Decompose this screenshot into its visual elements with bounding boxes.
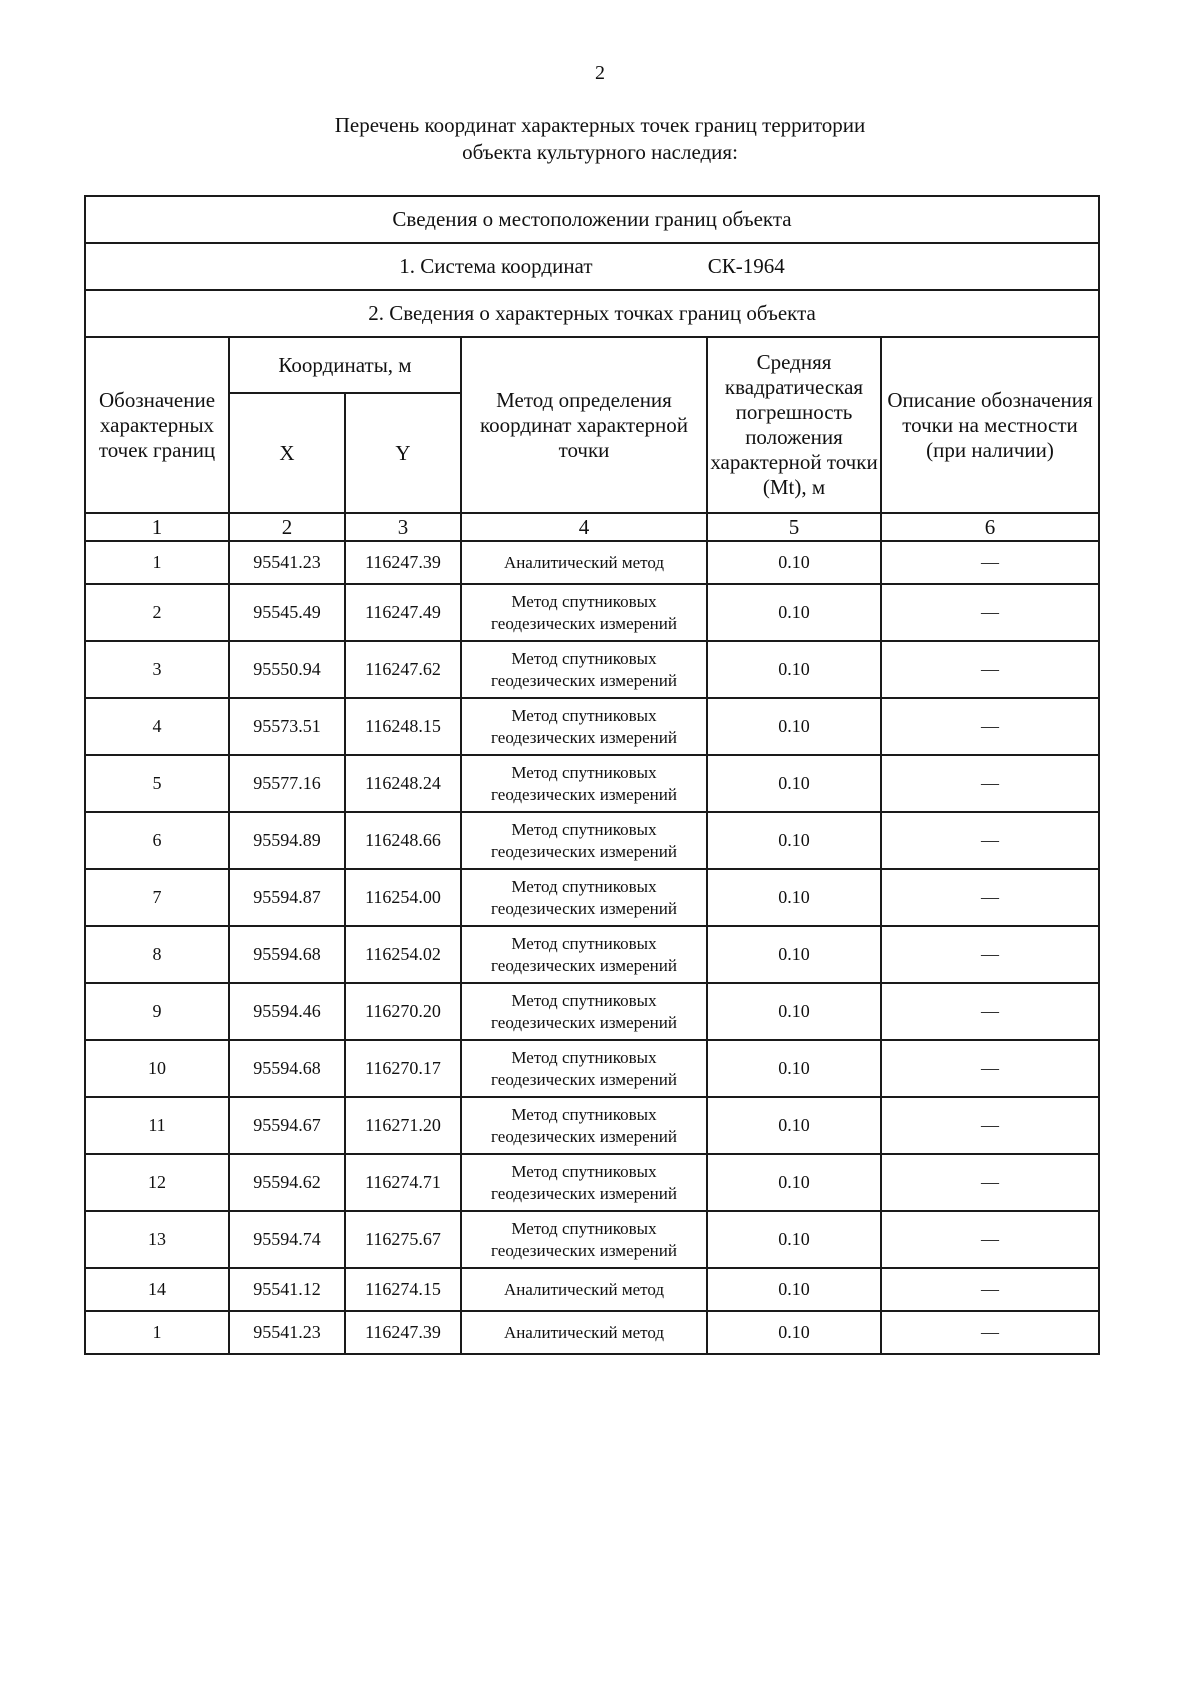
y-coordinate-cell: 116270.20	[345, 983, 461, 1040]
method-cell: Метод спутниковых геодезических измерений	[461, 1097, 707, 1154]
point-id-cell: 8	[85, 926, 229, 983]
y-coordinate-cell: 116254.00	[345, 869, 461, 926]
point-id-cell: 13	[85, 1211, 229, 1268]
error-cell: 0.10	[707, 1311, 881, 1354]
section-header: Сведения о местоположении границ объекта	[85, 196, 1099, 243]
point-id-cell: 10	[85, 1040, 229, 1097]
y-coordinate-cell: 116247.39	[345, 1311, 461, 1354]
coordinate-system-row	[85, 243, 1099, 290]
method-cell: Метод спутниковых геодезических измерений	[461, 641, 707, 698]
method-cell: Аналитический метод	[461, 1311, 707, 1354]
description-cell: —	[881, 755, 1099, 812]
x-coordinate-cell: 95594.68	[229, 926, 345, 983]
column-number: 1	[85, 513, 229, 541]
column-number: 5	[707, 513, 881, 541]
points-header: 2. Сведения о характерных точках границ объекта	[85, 290, 1099, 337]
y-coordinate-cell: 116274.15	[345, 1268, 461, 1311]
header-designation: Обозначение характерных точек границ	[85, 337, 229, 513]
table-row	[85, 1097, 1099, 1154]
x-coordinate-cell: 95594.67	[229, 1097, 345, 1154]
header-error: Средняя квадратическая погрешность положения характерной точки (Mt), м	[707, 337, 881, 513]
table-row	[85, 698, 1099, 755]
y-coordinate-cell: 116247.39	[345, 541, 461, 584]
error-cell: 0.10	[707, 698, 881, 755]
method-cell: Метод спутниковых геодезических измерений	[461, 1040, 707, 1097]
header-description: Описание обозначения точки на местности (при наличии)	[881, 337, 1099, 513]
description-cell: —	[881, 698, 1099, 755]
document-title	[0, 112, 1200, 166]
point-id-cell: 7	[85, 869, 229, 926]
error-cell: 0.10	[707, 755, 881, 812]
method-cell: Метод спутниковых геодезических измерений	[461, 1154, 707, 1211]
description-cell: —	[881, 1097, 1099, 1154]
document-title-line-1: Перечень координат характерных точек границ территории	[334, 113, 866, 137]
x-coordinate-cell: 95541.23	[229, 1311, 345, 1354]
description-cell: —	[881, 926, 1099, 983]
method-cell: Метод спутниковых геодезических измерений	[461, 698, 707, 755]
x-coordinate-cell: 95577.16	[229, 755, 345, 812]
method-cell: Метод спутниковых геодезических измерений	[461, 926, 707, 983]
x-coordinate-cell: 95594.89	[229, 812, 345, 869]
point-id-cell: 1	[85, 1311, 229, 1354]
y-coordinate-cell: 116274.71	[345, 1154, 461, 1211]
x-coordinate-cell: 95594.74	[229, 1211, 345, 1268]
description-cell: —	[881, 584, 1099, 641]
table-row	[85, 983, 1099, 1040]
y-coordinate-cell: 116270.17	[345, 1040, 461, 1097]
table-row	[85, 812, 1099, 869]
error-cell: 0.10	[707, 584, 881, 641]
description-cell: —	[881, 1211, 1099, 1268]
y-coordinate-cell: 116275.67	[345, 1211, 461, 1268]
x-coordinate-cell: 95573.51	[229, 698, 345, 755]
description-cell: —	[881, 1268, 1099, 1311]
table-row	[85, 641, 1099, 698]
table-row	[85, 541, 1099, 584]
column-number: 3	[345, 513, 461, 541]
x-coordinate-cell: 95594.46	[229, 983, 345, 1040]
point-id-cell: 14	[85, 1268, 229, 1311]
point-id-cell: 5	[85, 755, 229, 812]
x-coordinate-cell: 95594.62	[229, 1154, 345, 1211]
x-coordinate-cell: 95550.94	[229, 641, 345, 698]
document-title-line-2: объекта культурного наследия:	[462, 140, 738, 164]
error-cell: 0.10	[707, 869, 881, 926]
description-cell: —	[881, 869, 1099, 926]
point-id-cell: 9	[85, 983, 229, 1040]
description-cell: —	[881, 983, 1099, 1040]
description-cell: —	[881, 1040, 1099, 1097]
error-cell: 0.10	[707, 1268, 881, 1311]
table-row	[85, 1154, 1099, 1211]
column-number: 6	[881, 513, 1099, 541]
method-cell: Аналитический метод	[461, 541, 707, 584]
page-number: 2	[595, 62, 605, 84]
method-cell: Метод спутниковых геодезических измерений	[461, 755, 707, 812]
table-row	[85, 584, 1099, 641]
error-cell: 0.10	[707, 926, 881, 983]
description-cell: —	[881, 1311, 1099, 1354]
method-cell: Метод спутниковых геодезических измерений	[461, 983, 707, 1040]
description-cell: —	[881, 812, 1099, 869]
point-id-cell: 4	[85, 698, 229, 755]
x-coordinate-cell: 95541.12	[229, 1268, 345, 1311]
column-number: 4	[461, 513, 707, 541]
error-cell: 0.10	[707, 1097, 881, 1154]
y-coordinate-cell: 116254.02	[345, 926, 461, 983]
header-method: Метод определения координат характерной точки	[461, 337, 707, 513]
coordinates-table	[84, 195, 1100, 1355]
method-cell: Метод спутниковых геодезических измерений	[461, 869, 707, 926]
point-id-cell: 11	[85, 1097, 229, 1154]
description-cell: —	[881, 1154, 1099, 1211]
table-row	[85, 1040, 1099, 1097]
y-coordinate-cell: 116271.20	[345, 1097, 461, 1154]
error-cell: 0.10	[707, 1154, 881, 1211]
method-cell: Метод спутниковых геодезических измерений	[461, 584, 707, 641]
table-row	[85, 869, 1099, 926]
point-id-cell: 1	[85, 541, 229, 584]
method-cell: Метод спутниковых геодезических измерений	[461, 812, 707, 869]
table-row	[85, 755, 1099, 812]
description-cell: —	[881, 541, 1099, 584]
method-cell: Метод спутниковых геодезических измерений	[461, 1211, 707, 1268]
error-cell: 0.10	[707, 1211, 881, 1268]
x-coordinate-cell: 95594.87	[229, 869, 345, 926]
y-coordinate-cell: 116248.15	[345, 698, 461, 755]
y-coordinate-cell: 116247.49	[345, 584, 461, 641]
point-id-cell: 6	[85, 812, 229, 869]
table-row	[85, 1311, 1099, 1354]
column-number-row	[85, 513, 1099, 541]
y-coordinate-cell: 116247.62	[345, 641, 461, 698]
error-cell: 0.10	[707, 1040, 881, 1097]
point-id-cell: 2	[85, 584, 229, 641]
coordinate-system-label: 1. Система координат	[399, 254, 593, 278]
error-cell: 0.10	[707, 983, 881, 1040]
header-x: X	[229, 393, 345, 513]
method-cell: Аналитический метод	[461, 1268, 707, 1311]
point-id-cell: 3	[85, 641, 229, 698]
description-cell: —	[881, 641, 1099, 698]
header-y: Y	[345, 393, 461, 513]
y-coordinate-cell: 116248.66	[345, 812, 461, 869]
x-coordinate-cell: 95541.23	[229, 541, 345, 584]
error-cell: 0.10	[707, 641, 881, 698]
x-coordinate-cell: 95594.68	[229, 1040, 345, 1097]
table-row	[85, 1268, 1099, 1311]
error-cell: 0.10	[707, 541, 881, 584]
header-coordinates: Координаты, м	[229, 337, 461, 393]
column-number: 2	[229, 513, 345, 541]
table-row	[85, 926, 1099, 983]
point-id-cell: 12	[85, 1154, 229, 1211]
coordinate-system-value: СК-1964	[707, 254, 785, 278]
x-coordinate-cell: 95545.49	[229, 584, 345, 641]
error-cell: 0.10	[707, 812, 881, 869]
table-row	[85, 1211, 1099, 1268]
y-coordinate-cell: 116248.24	[345, 755, 461, 812]
